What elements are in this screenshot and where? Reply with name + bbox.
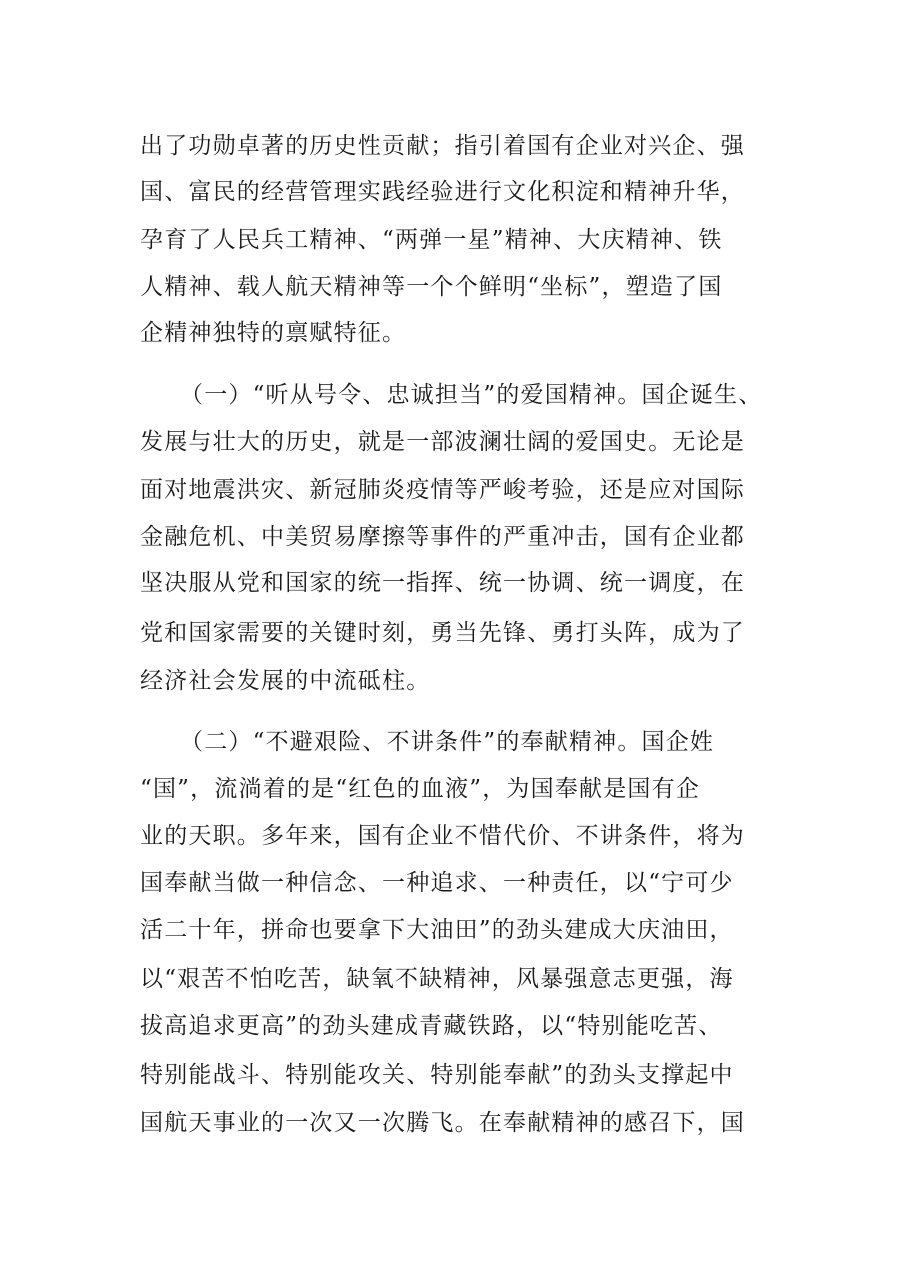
text-line: 坚决服从党和国家的统一指挥、统一协调、统一调度，在 xyxy=(140,570,745,596)
section-heading-line: （一）“听从号令、忠诚担当”的爱国精神。国企诞生、 xyxy=(180,382,763,408)
text-line: 面对地震洪灾、新冠肺炎疫情等严峻考验，还是应对国际 xyxy=(140,477,745,503)
text-line: 发展与壮大的历史，就是一部波澜壮阔的爱国史。无论是 xyxy=(140,429,745,455)
text-line: 人精神、载人航天精神等一个个鲜明“坐标”，塑造了国 xyxy=(140,274,723,300)
text-line: 国航天事业的一次又一次腾飞。在奉献精神的感召下，国 xyxy=(140,1110,745,1136)
text-line: 特别能战斗、特别能攻关、特别能奉献”的劲头支撑起中 xyxy=(140,1062,734,1088)
text-line: 拔高追求更高”的劲头建成青藏铁路，以“特别能吃苦、 xyxy=(140,1013,723,1039)
text-line: “国”，流淌着的是“红色的血液”，为国奉献是国有企 xyxy=(140,776,701,802)
text-line: 以“艰苦不怕吃苦，缺氧不缺精神，风暴强意志更强，海 xyxy=(140,966,734,992)
text-line: 金融危机、中美贸易摩擦等事件的严重冲击，国有企业都 xyxy=(140,524,745,550)
text-line: 业的天职。多年来，国有企业不惜代价、不讲条件，将为 xyxy=(140,823,745,849)
text-line: 企精神独特的禀赋特征。 xyxy=(140,320,407,346)
text-line: 经济社会发展的中流砥柱。 xyxy=(140,668,431,694)
text-line: 出了功勋卓著的历史性贡献；指引着国有企业对兴企、强 xyxy=(140,133,745,159)
text-line: 国奉献当做一种信念、一种追求、一种责任，以“宁可少 xyxy=(140,870,734,896)
text-line: 党和国家需要的关键时刻，勇当先锋、勇打头阵，成为了 xyxy=(140,620,745,646)
text-line: 国、富民的经营管理实践经验进行文化积淀和精神升华， xyxy=(140,179,745,205)
text-line: 活二十年，拼命也要拿下大油田”的劲头建成大庆油田， xyxy=(140,917,734,943)
text-line: 孕育了人民兵工精神、“两弹一星”精神、大庆精神、铁 xyxy=(140,227,723,253)
section-heading-line: （二）“不避艰险、不讲条件”的奉献精神。国企姓 xyxy=(180,729,715,755)
